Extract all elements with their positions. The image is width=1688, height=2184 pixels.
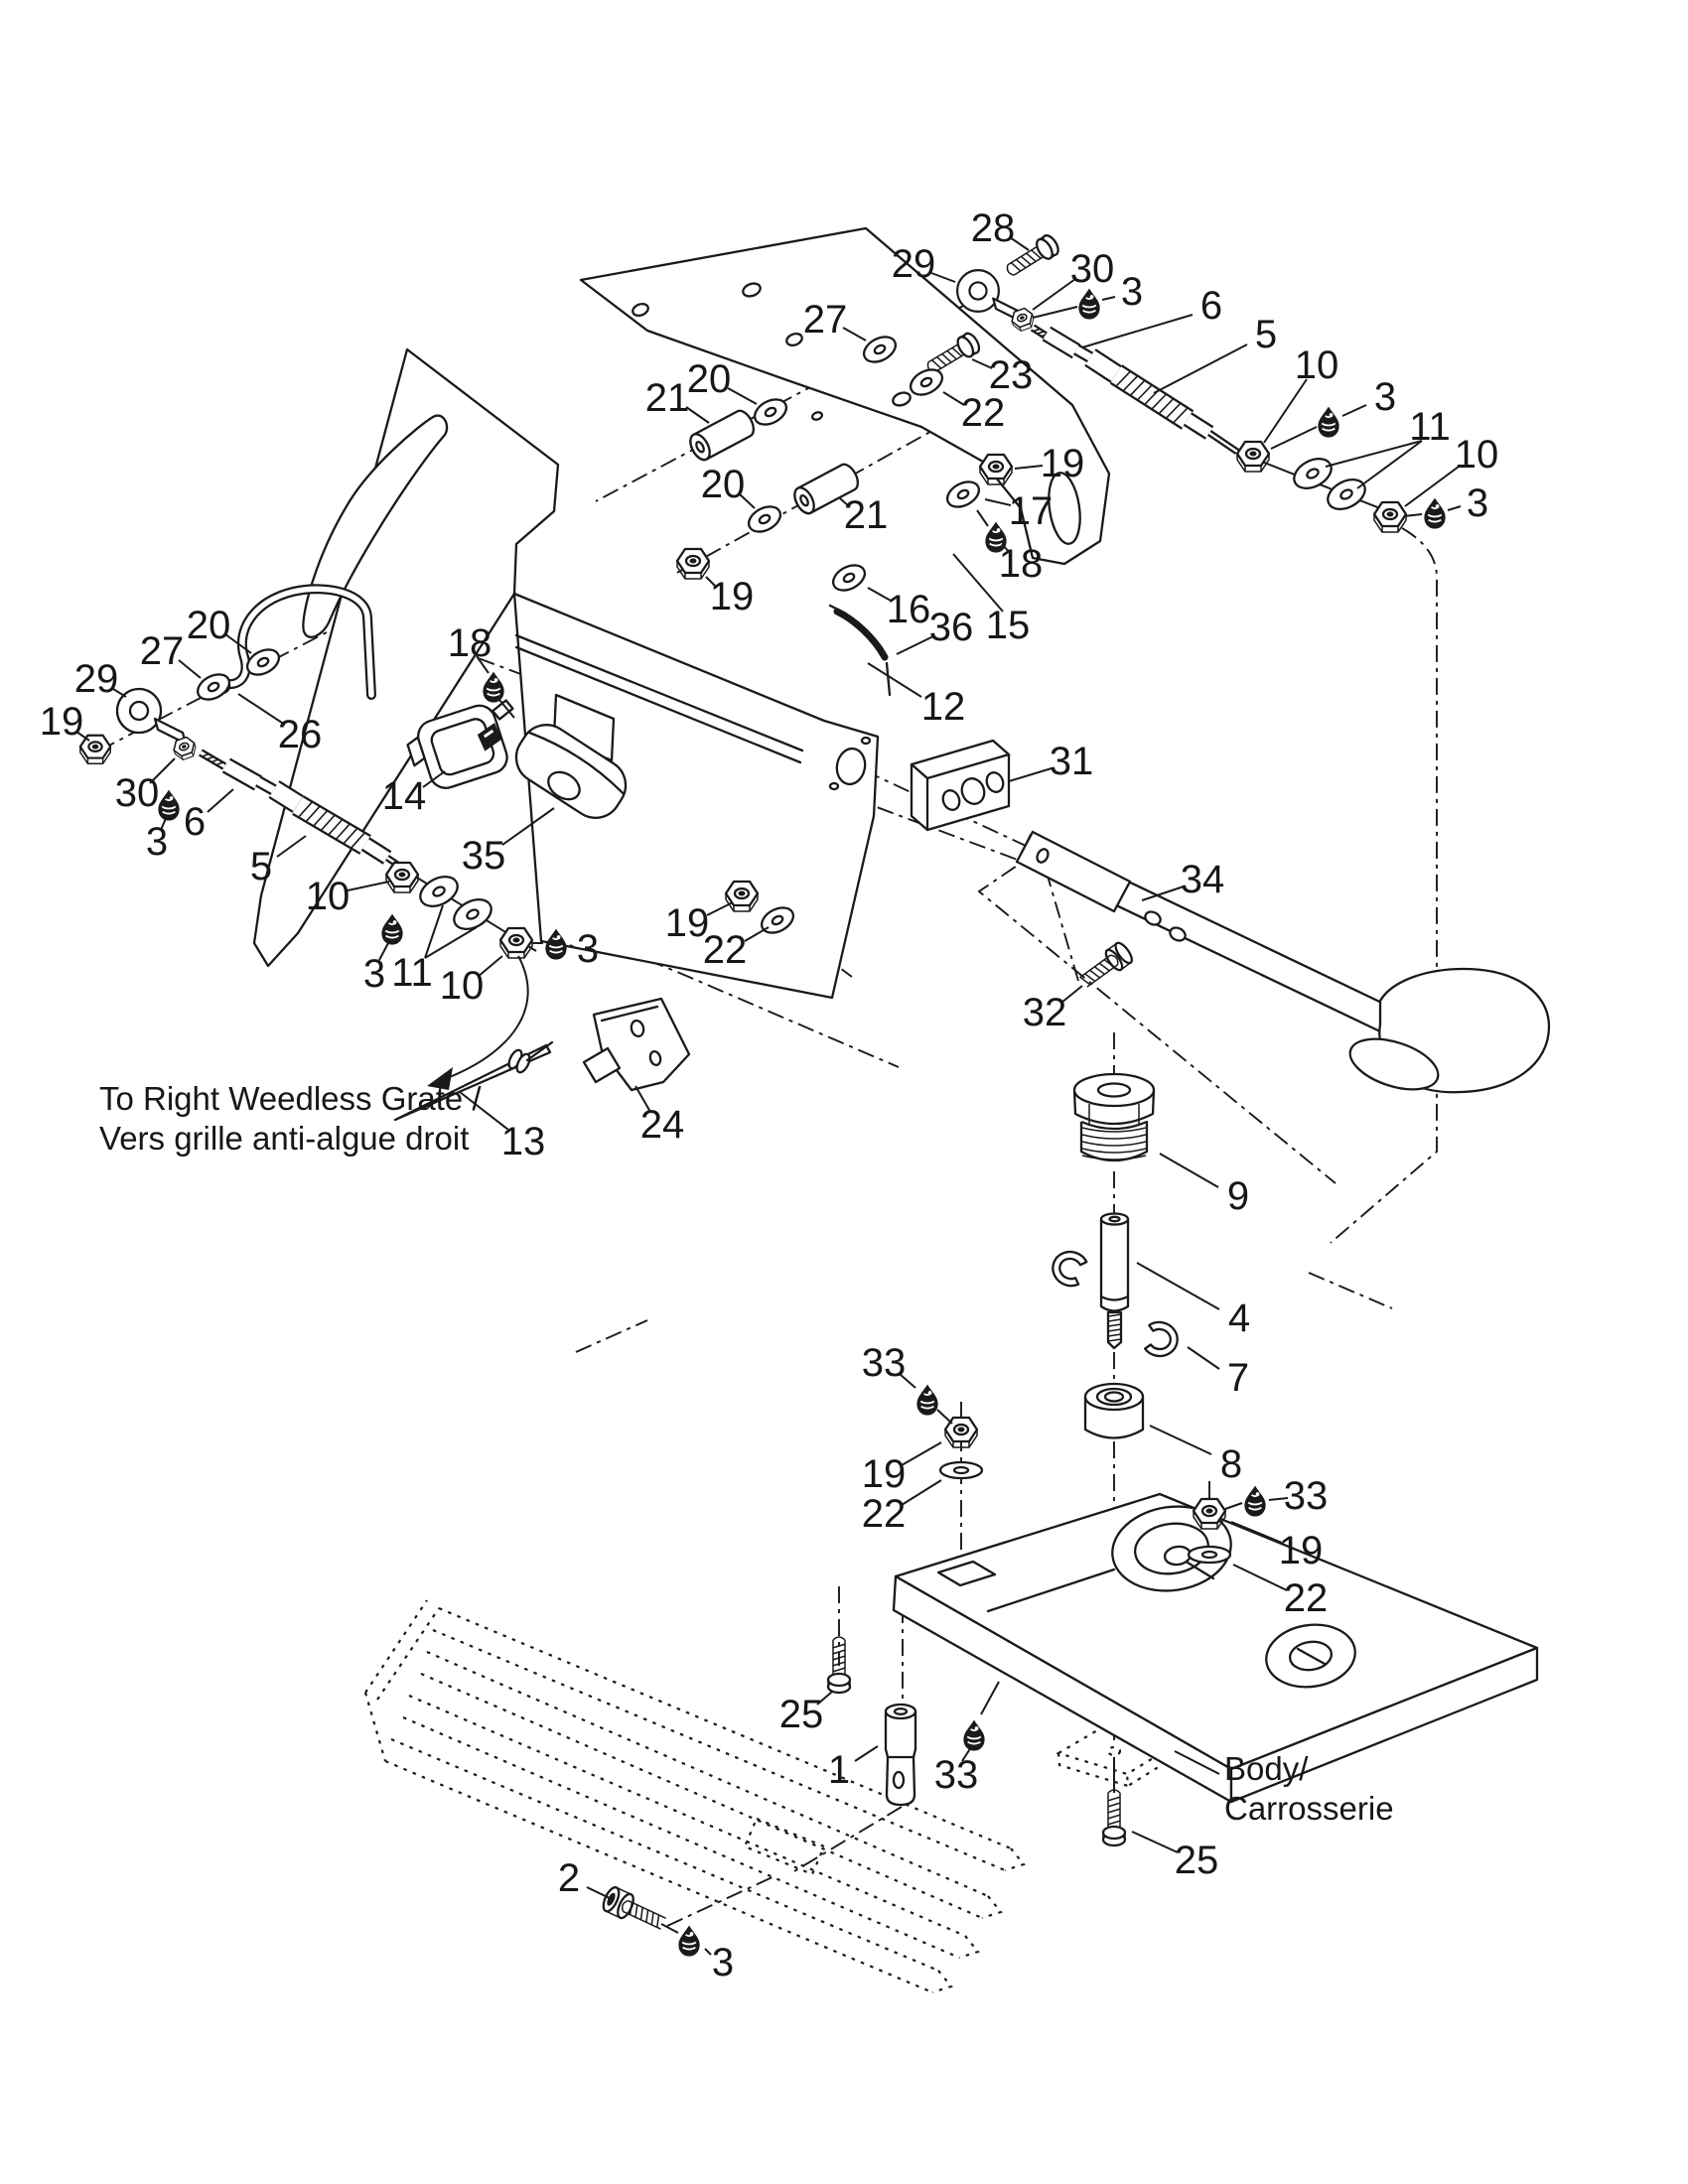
callout-label-20: 20 (186, 604, 231, 647)
callout-label-7: 7 (1226, 1356, 1250, 1400)
roller-spacer (1085, 1384, 1143, 1438)
loctite-droplet-icon (1079, 289, 1099, 319)
leader-line (1033, 307, 1077, 318)
callout-label-24: 24 (639, 1103, 685, 1147)
loctite-droplet-icon (484, 672, 503, 702)
flat-washer (751, 394, 790, 429)
body-note: Body/ Carrosserie (1224, 1750, 1394, 1827)
callout-label-33: 33 (1283, 1474, 1329, 1518)
leader-line (1154, 344, 1247, 393)
lock-nut (677, 549, 709, 579)
callout-label-5: 5 (249, 845, 273, 888)
callout-label-19: 19 (1278, 1529, 1324, 1572)
leader-line (1160, 1154, 1218, 1187)
callout-label-30: 30 (114, 771, 160, 815)
leader-line (728, 388, 757, 404)
loctite-droplet-icon (1319, 407, 1338, 437)
callout-label-28: 28 (970, 206, 1016, 250)
callout-label-31: 31 (1049, 740, 1094, 783)
leader-line (1009, 768, 1052, 781)
callout-label-20: 20 (686, 357, 732, 401)
rod-end (117, 689, 186, 744)
callout-label-27: 27 (802, 298, 848, 341)
weedless-grate-note: To Right Weedless Grate / Vers grille anti-algue droit (99, 1080, 482, 1157)
flat-washer (1323, 474, 1370, 515)
flat-washer (940, 1462, 982, 1478)
leader-line (1326, 441, 1422, 467)
callout-label-32: 32 (1022, 991, 1067, 1034)
leader-line (1225, 1503, 1242, 1509)
leader-line (1448, 506, 1461, 510)
leader-line (855, 1746, 878, 1761)
half-bushing-clip (1144, 1320, 1180, 1359)
callout-label-3: 3 (1466, 481, 1489, 525)
callout-label-13: 13 (500, 1120, 546, 1163)
callout-label-22: 22 (861, 1492, 907, 1536)
callout-label-12: 12 (920, 685, 966, 729)
loctite-droplet-icon (679, 1926, 699, 1956)
lock-nut (386, 863, 418, 892)
callout-label-20: 20 (700, 463, 746, 506)
socket-head-bolt (601, 1885, 669, 1936)
callout-label-26: 26 (277, 713, 323, 756)
callout-label-18: 18 (447, 621, 492, 665)
callout-label-3: 3 (145, 820, 169, 864)
leader-line (705, 1949, 711, 1955)
loctite-droplet-icon (1245, 1486, 1265, 1516)
callout-label-16: 16 (886, 588, 931, 631)
flat-washer (1189, 1547, 1230, 1563)
lock-nut (80, 736, 110, 764)
support-pedestal (894, 1494, 1537, 1802)
leader-line (1188, 1347, 1219, 1369)
leader-line (1264, 379, 1307, 443)
callout-label-10: 10 (1294, 343, 1339, 387)
callout-label-33: 33 (861, 1341, 907, 1385)
leader-line (985, 499, 1011, 505)
callout-label-18: 18 (998, 542, 1044, 586)
leader-line (902, 1480, 941, 1505)
loctite-droplet-icon (964, 1720, 984, 1750)
leader-line (897, 636, 933, 654)
leader-line (1137, 1263, 1219, 1309)
leader-line (208, 789, 233, 812)
callout-label-10: 10 (1454, 433, 1499, 477)
lock-nut (1237, 442, 1269, 472)
leader-line (1082, 315, 1193, 347)
callout-label-35: 35 (461, 834, 506, 878)
callout-label-11: 11 (1409, 405, 1451, 449)
callout-label-19: 19 (664, 901, 710, 945)
callout-label-33: 33 (933, 1753, 979, 1797)
trim-strip (830, 606, 890, 695)
callout-label-3: 3 (1373, 375, 1397, 419)
callout-label-14: 14 (381, 774, 427, 818)
tapping-screw (1103, 1790, 1125, 1845)
leader-line (937, 1410, 952, 1424)
leader-line (1132, 1832, 1178, 1852)
leader-line (868, 663, 921, 697)
lock-nut (980, 455, 1012, 484)
callout-label-8: 8 (1219, 1442, 1243, 1486)
flat-washer (745, 501, 784, 536)
loctite-droplet-icon (1425, 498, 1445, 528)
callout-label-22: 22 (702, 928, 748, 972)
callout-label-36: 36 (928, 606, 974, 649)
callout-label-2: 2 (557, 1856, 581, 1900)
pivot-shaft (1101, 1214, 1128, 1349)
callout-label-10: 10 (305, 875, 351, 918)
callout-label-29: 29 (891, 242, 936, 286)
leader-line (1033, 279, 1075, 310)
leader-line (902, 1442, 941, 1465)
callout-label-21: 21 (644, 376, 690, 420)
callout-label-15: 15 (985, 604, 1031, 647)
flat-washer (943, 477, 983, 511)
callout-label-5: 5 (1254, 313, 1278, 356)
leader-line (1150, 1426, 1211, 1454)
leader-line (981, 1682, 999, 1714)
callout-label-25: 25 (1174, 1839, 1219, 1882)
callout-label-11: 11 (391, 951, 433, 995)
callout-label-3: 3 (576, 927, 600, 971)
callout-label-29: 29 (73, 657, 119, 701)
lock-nut (1374, 502, 1406, 532)
callout-label-21: 21 (843, 493, 889, 537)
callout-label-23: 23 (988, 353, 1034, 397)
callout-label-4: 4 (1227, 1297, 1251, 1340)
callout-label-17: 17 (1008, 489, 1054, 533)
callout-label-6: 6 (1199, 284, 1223, 328)
callout-label-3: 3 (711, 1941, 735, 1984)
leader-line (425, 927, 477, 958)
callout-label-27: 27 (139, 629, 185, 673)
leader-line (1271, 427, 1317, 449)
callout-label-22: 22 (1283, 1576, 1329, 1620)
callout-label-9: 9 (1226, 1174, 1250, 1218)
callout-label-22: 22 (960, 391, 1006, 435)
clamp-bracket (584, 999, 689, 1090)
support-block (912, 741, 1009, 830)
flat-washer (415, 871, 463, 912)
callout-label-30: 30 (1069, 247, 1115, 291)
callout-label-19: 19 (861, 1452, 907, 1496)
clevis-pin-link (886, 1705, 915, 1805)
leader-line (977, 510, 988, 526)
loctite-droplet-icon (382, 914, 402, 944)
hex-bolt (1076, 940, 1135, 992)
callout-label-6: 6 (183, 800, 207, 844)
leader-line (686, 407, 709, 423)
leader-line (1405, 467, 1459, 506)
callout-label-19: 19 (39, 700, 84, 744)
callout-label-25: 25 (778, 1693, 824, 1736)
leader-line (348, 882, 389, 890)
leader-line (1342, 405, 1366, 416)
callout-label-19: 19 (709, 575, 755, 618)
half-bushing-clip (1049, 1247, 1089, 1289)
callout-label-34: 34 (1180, 858, 1225, 901)
callout-label-3: 3 (1120, 270, 1144, 314)
loctite-droplet-icon (917, 1385, 937, 1415)
leader-line (1102, 297, 1115, 300)
callout-label-10: 10 (439, 964, 485, 1008)
loctite-droplet-icon (159, 790, 179, 820)
callout-label-19: 19 (1040, 442, 1085, 485)
spacer-bushing (686, 408, 757, 464)
adjustment-plug (1074, 1074, 1154, 1160)
callout-label-3: 3 (362, 952, 386, 996)
flat-washer (829, 560, 869, 595)
lock-nut (500, 928, 532, 958)
callout-label-1: 1 (827, 1748, 851, 1792)
